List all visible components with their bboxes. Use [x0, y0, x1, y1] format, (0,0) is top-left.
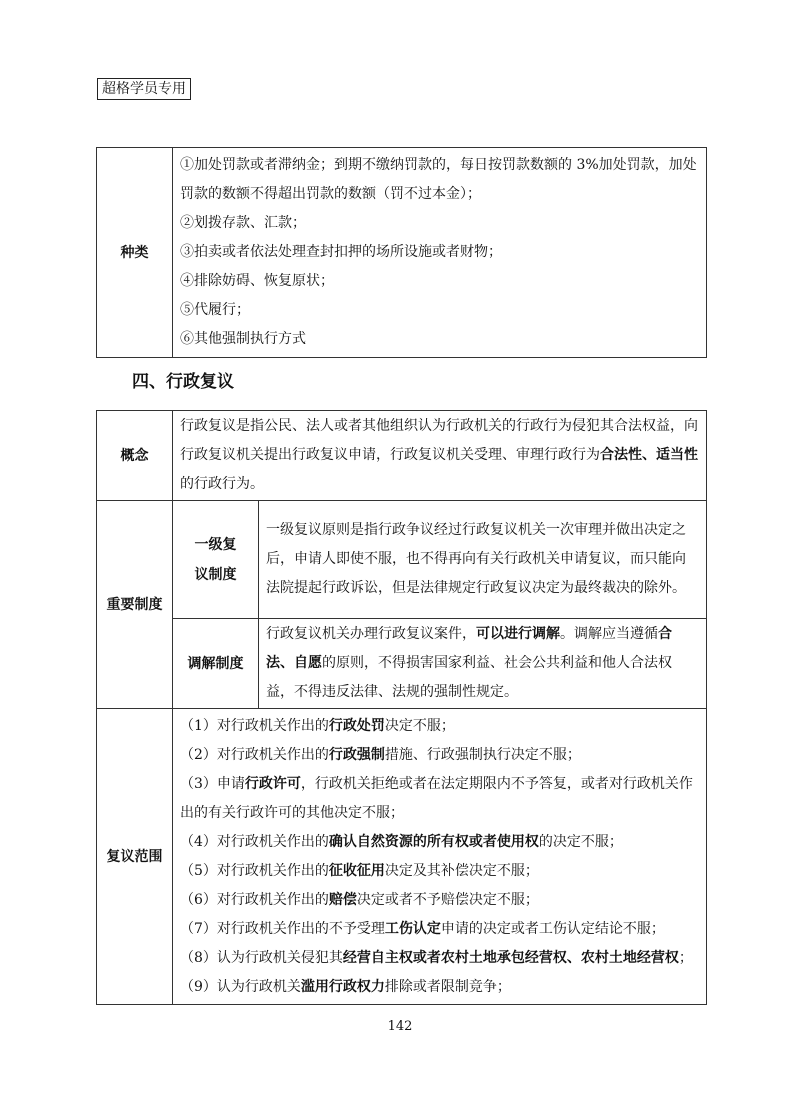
scope-item: （4）对行政机关作出的确认自然资源的所有权或者使用权的决定不服；: [180, 833, 623, 850]
mediation-bold-1: 可以进行调解: [476, 626, 560, 642]
mediation-bold-2: 合法、自愿: [266, 626, 672, 671]
types-line: ①加处罚款或者滞纳金；到期不缴纳罚款的，每日按罚款数额的 3%加处罚款，加处罚款的数额不得超出罚款的数额（罚不过本金）；: [180, 157, 697, 202]
concept-text: 行政复议是指公民、法人或者其他组织认为行政机关的行政行为侵犯其合法权益，向行政复议机关提出行政复议申请，行政复议机关受理、审理行政行为: [180, 418, 698, 463]
concept-content: [173, 411, 707, 501]
scope-item: （2）对行政机关作出的行政强制措施、行政强制执行决定不服；: [180, 746, 581, 763]
system-head: 重要制度: [97, 501, 173, 709]
types-line: ⑤代履行；: [180, 302, 250, 318]
page-number: 142: [387, 1019, 413, 1034]
scope-item: （5）对行政机关作出的征收征用决定及其补偿决定不服；: [180, 862, 539, 879]
header-tag: 超格学员专用: [97, 78, 191, 100]
concept-bold: 合法性、适当性: [600, 447, 698, 463]
types-line: ⑥其他强制执行方式: [180, 331, 306, 347]
types-line: ③拍卖或者依法处理查封扣押的场所设施或者财物；: [180, 244, 502, 260]
enforcement-types-table: [96, 147, 707, 358]
types-line: ④排除妨碍、恢复原状；: [180, 273, 334, 289]
scope-item: （7）对行政机关作出的不予受理工伤认定申请的决定或者工伤认定结论不服；: [180, 920, 665, 937]
types-line: ②划拨存款、汇款；: [180, 215, 306, 231]
scope-content: [173, 709, 707, 1005]
scope-item: （9）认为行政机关滥用行政权力排除或者限制竞争；: [180, 978, 511, 995]
scope-item: （6）对行政机关作出的赔偿决定或者不予赔偿决定不服；: [180, 891, 539, 908]
types-content: [173, 148, 707, 358]
concept-text-end: 的行政行为。: [180, 476, 264, 492]
mediation-label: 调解制度: [173, 619, 259, 709]
scope-item: （1）对行政机关作出的行政处罚决定不服；: [180, 717, 455, 734]
level-text: 一级复议原则是指行政争议经过行政复议机关一次审理并做出决定之后，申请人即使不服，也不得再向有关行政机关申请复议，而只能向法院提起行政诉讼，但是法律规定行政复议决定为最终裁决的除外。: [259, 501, 707, 619]
mediation-text: 行政复议机关办理行政复议案件，可以进行调解。调解应当遵循合法、自愿的原则，不得损害国家利益、社会公共利益和他人合法权益，不得违反法律、法规的强制性规定。: [259, 619, 707, 709]
scope-item: （8）认为行政机关侵犯其经营自主权或者农村土地承包经营权、农村土地经营权；: [180, 949, 693, 966]
review-table: [96, 410, 707, 1005]
scope-item: （3）申请行政许可，行政机关拒绝或者在法定期限内不予答复，或者对行政机关作出的有关行政许可的其他决定不服；: [180, 775, 693, 821]
types-head: 种类: [97, 148, 173, 358]
level-label: 一级复议制度: [173, 501, 259, 619]
scope-head: 复议范围: [97, 709, 173, 1005]
section-title: 四、行政复议: [132, 372, 234, 392]
concept-head: 概念: [97, 411, 173, 501]
